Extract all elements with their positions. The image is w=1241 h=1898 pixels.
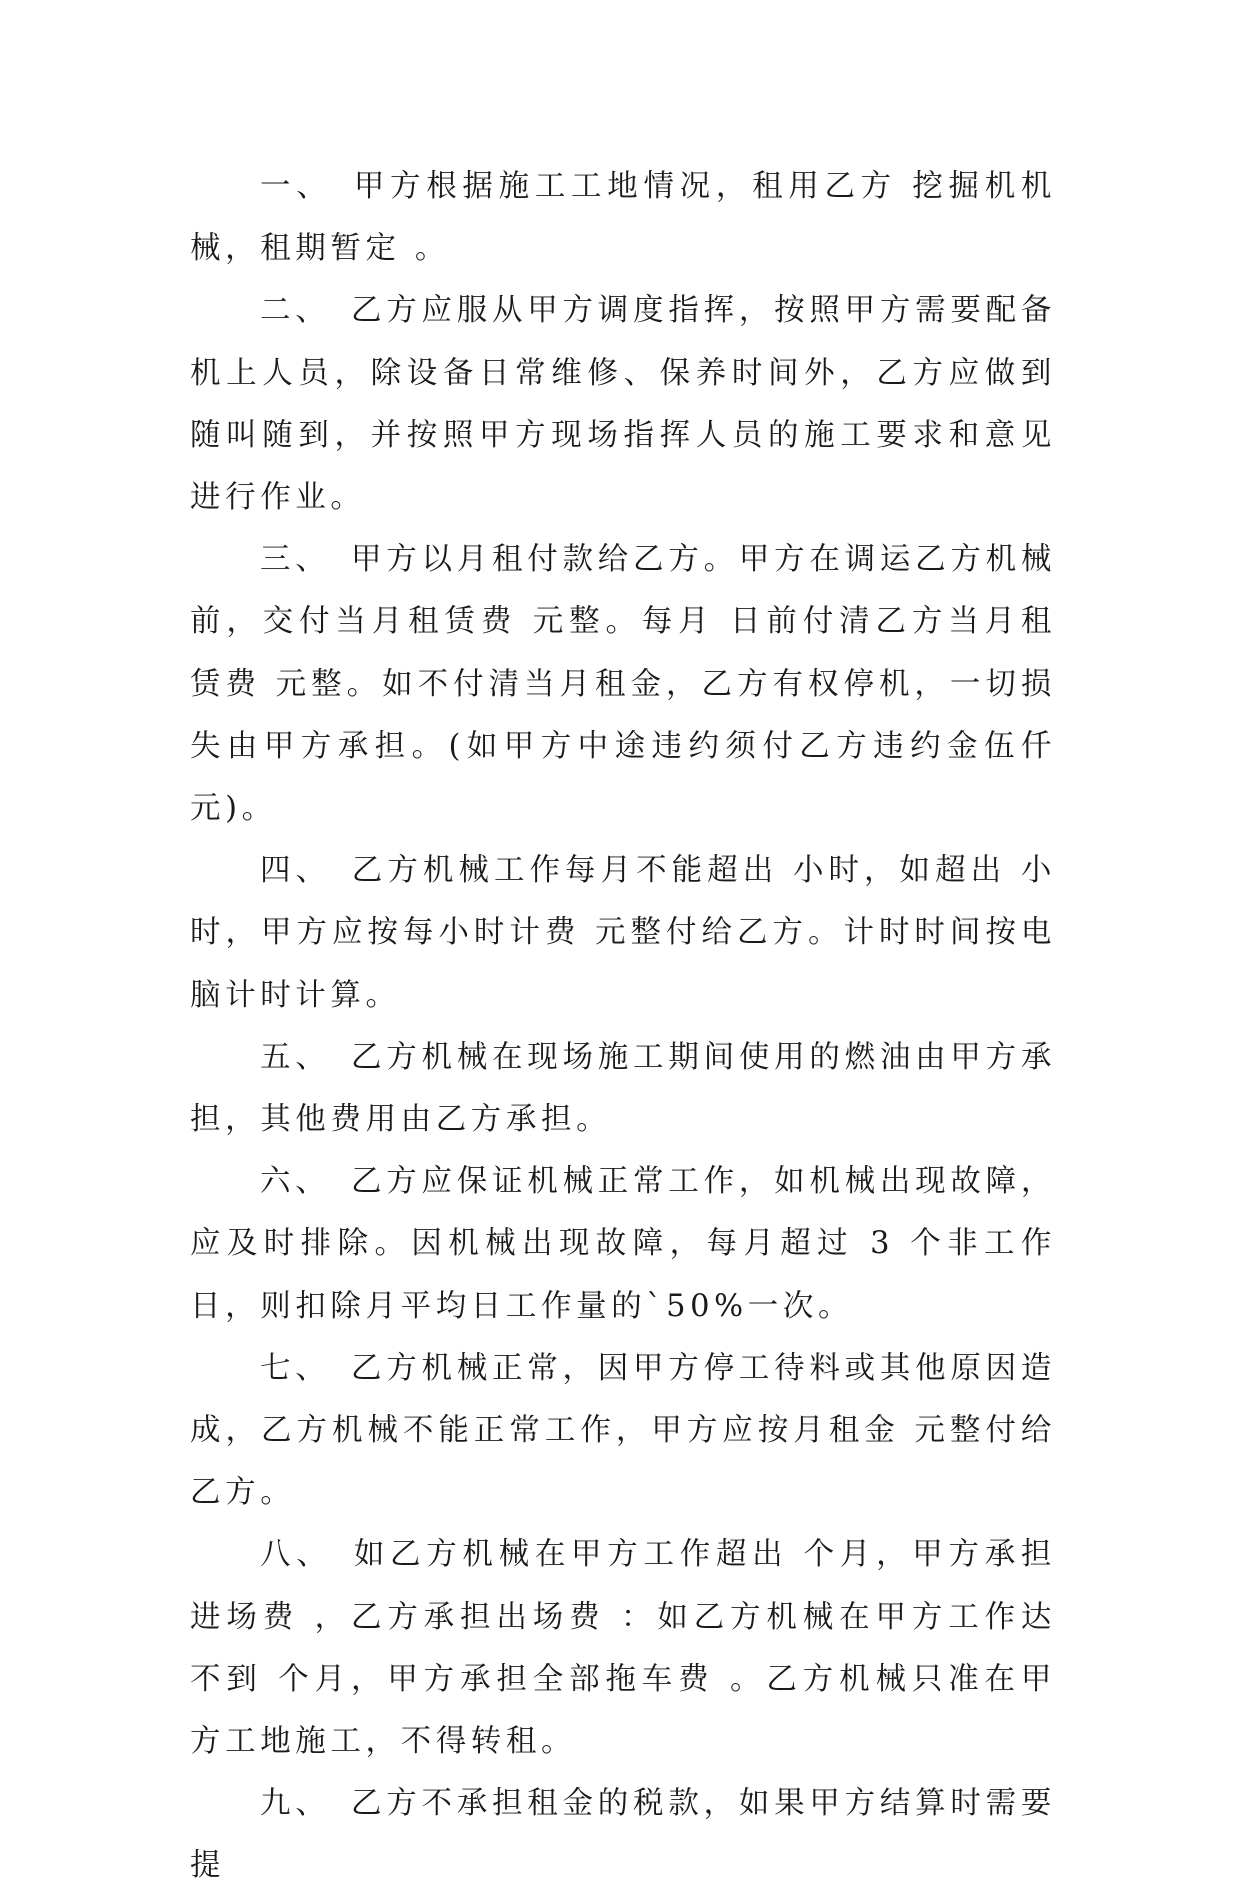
clause-number: 三、: [260, 542, 331, 578]
clause-text: 甲方根据施工工地情况，租用乙方 挖掘机机械，租期暂定 。: [190, 169, 1056, 267]
clause-text: 乙方机械工作每月不能超出 小时，如超出 小时，甲方应按每小时计费 元整付给乙方。计时时间按电脑计时计算。: [190, 853, 1056, 1013]
contract-body: [190, 156, 1056, 1898]
clause-4: [190, 840, 1056, 1027]
clause-3: [190, 529, 1056, 840]
clause-text: 乙方应服从甲方调度指挥，按照甲方需要配备机上人员，除设备日常维修、保养时间外，乙方应做到随叫随到，并按照甲方现场指挥人员的施工要求和意见进行作业。: [190, 293, 1057, 516]
clause-8: [190, 1524, 1056, 1773]
clause-text: 乙方应保证机械正常工作，如机械出现故障，应及时排除。因机械出现故障，每月超过 3 个非工作日，则扣除月平均日工作量的`50%一次。: [190, 1164, 1057, 1324]
clause-text: 乙方机械在现场施工期间使用的燃油由甲方承担，其他费用由乙方承担。: [190, 1039, 1057, 1138]
clause-2: [190, 280, 1056, 529]
clause-1: [190, 156, 1056, 280]
clause-number: 七、: [260, 1350, 331, 1386]
clause-number: 四、: [260, 853, 332, 889]
clause-number: 八、: [260, 1537, 333, 1573]
clause-number: 六、: [260, 1164, 331, 1200]
clause-number: 二、: [260, 293, 331, 329]
clause-text: 如乙方机械在甲方工作超出 个月，甲方承担进场费 ，乙方承担出场费 ：如乙方机械在甲方工作达不到 个月，甲方承担全部拖车费 。乙方机械只准在甲方工地施工，不得转租。: [190, 1537, 1056, 1760]
clause-number: 一、: [260, 169, 333, 204]
clause-text: 乙方机械正常，因甲方停工待料或其他原因造成，乙方机械不能正常工作，甲方应按月租金 元整付给乙方。: [190, 1350, 1057, 1511]
clause-text: 乙方不承担租金的税款，如果甲方结算时需要提: [190, 1786, 1057, 1884]
clause-number: 五、: [260, 1039, 331, 1075]
clause-number: 九、: [260, 1786, 331, 1822]
clause-5: [190, 1027, 1056, 1151]
clause-6: [190, 1151, 1056, 1338]
clause-text: 甲方以月租付款给乙方。甲方在调运乙方机械前，交付当月租赁费 元整。每月 日前付清乙方当月租赁费 元整。如不付清当月租金，乙方有权停机，一切损失由甲方承担。(如甲方中途违约须付乙方违约金伍仟元)。: [190, 542, 1057, 827]
clause-9: [190, 1773, 1056, 1897]
clause-7: [190, 1338, 1056, 1525]
